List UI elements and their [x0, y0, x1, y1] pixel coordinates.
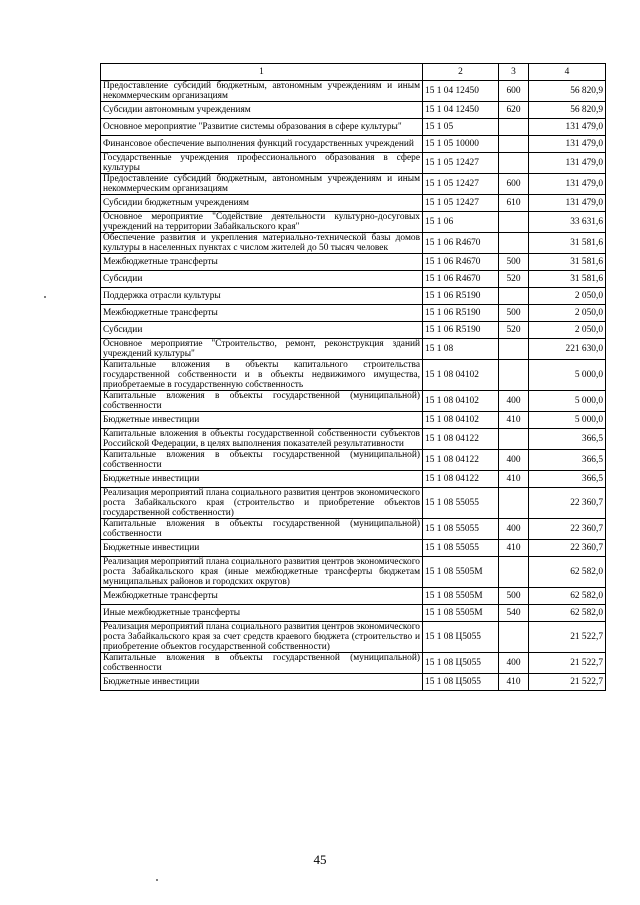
row-expense-type: [499, 119, 529, 136]
row-amount: 5 000,0: [529, 391, 606, 412]
row-code: 15 1 05 10000: [423, 136, 499, 153]
row-amount: 366,5: [529, 450, 606, 471]
row-code: 15 1 08 55055: [423, 540, 499, 557]
table-body: [101, 81, 606, 691]
row-expense-type: 410: [499, 674, 529, 691]
table-row: [101, 391, 606, 412]
row-description: Капитальные вложения в объекты капитального строительства государственной собственности и в объекты недвижимого имущества, приобретаемые в государственную собственность: [101, 360, 423, 391]
scan-speck: [44, 296, 46, 298]
table-row: [101, 81, 606, 102]
row-amount: 2 050,0: [529, 322, 606, 339]
row-description: Бюджетные инвестиции: [101, 540, 423, 557]
row-expense-type: 520: [499, 322, 529, 339]
row-description: Субсидии автономным учреждениям: [101, 102, 423, 119]
row-description: Поддержка отрасли культуры: [101, 288, 423, 305]
row-description: Основное мероприятие "Развитие системы образования в сфере культуры": [101, 119, 423, 136]
row-code: 15 1 08 Ц5055: [423, 622, 499, 653]
row-description: Финансовое обеспечение выполнения функций государственных учреждений: [101, 136, 423, 153]
row-expense-type: [499, 233, 529, 254]
row-code: 15 1 08 04122: [423, 450, 499, 471]
row-code: 15 1 08 5505М: [423, 605, 499, 622]
row-code: 15 1 06: [423, 212, 499, 233]
row-amount: 366,5: [529, 471, 606, 488]
table-row: [101, 305, 606, 322]
table-row: [101, 339, 606, 360]
table-row: [101, 450, 606, 471]
row-code: 15 1 06 R4670: [423, 254, 499, 271]
row-expense-type: 500: [499, 254, 529, 271]
table-row: [101, 540, 606, 557]
row-description: Государственные учреждения профессионального образования в сфере культуры: [101, 153, 423, 174]
row-code: 15 1 06 R5190: [423, 322, 499, 339]
row-amount: 131 479,0: [529, 153, 606, 174]
row-expense-type: [499, 488, 529, 519]
row-expense-type: [499, 429, 529, 450]
table-row: [101, 557, 606, 588]
row-description: Капитальные вложения в объекты государственной собственности субъектов Российской Федерации, в целях выполнения показателей результативности: [101, 429, 423, 450]
row-description: Предоставление субсидий бюджетным, автономным учреждениям и иным некоммерческим организациям: [101, 174, 423, 195]
table-row: [101, 588, 606, 605]
row-description: Межбюджетные трансферты: [101, 254, 423, 271]
scan-speck: [156, 879, 158, 881]
row-expense-type: 500: [499, 588, 529, 605]
table-row: [101, 233, 606, 254]
row-amount: 56 820,9: [529, 102, 606, 119]
row-description: Капитальные вложения в объекты государственной (муниципальной) собственности: [101, 450, 423, 471]
table-row: [101, 153, 606, 174]
row-description: Бюджетные инвестиции: [101, 471, 423, 488]
row-code: 15 1 08 04122: [423, 471, 499, 488]
row-expense-type: [499, 136, 529, 153]
table-row: [101, 605, 606, 622]
row-description: Субсидии бюджетным учреждениям: [101, 195, 423, 212]
table-row: [101, 212, 606, 233]
row-expense-type: 540: [499, 605, 529, 622]
page-number: 45: [313, 852, 327, 867]
budget-table: [100, 63, 606, 691]
row-code: 15 1 08 04102: [423, 412, 499, 429]
row-description: Бюджетные инвестиции: [101, 412, 423, 429]
row-amount: 5 000,0: [529, 360, 606, 391]
row-code: 15 1 05 12427: [423, 195, 499, 212]
table-row: [101, 195, 606, 212]
table-row: [101, 674, 606, 691]
row-expense-type: 400: [499, 450, 529, 471]
row-expense-type: 620: [499, 102, 529, 119]
table-row: [101, 288, 606, 305]
row-amount: 22 360,7: [529, 540, 606, 557]
row-expense-type: 410: [499, 540, 529, 557]
row-expense-type: 500: [499, 305, 529, 322]
row-description: Межбюджетные трансферты: [101, 588, 423, 605]
table-row: [101, 471, 606, 488]
row-expense-type: 610: [499, 195, 529, 212]
row-amount: 131 479,0: [529, 195, 606, 212]
row-description: Иные межбюджетные трансферты: [101, 605, 423, 622]
row-amount: 22 360,7: [529, 519, 606, 540]
row-code: 15 1 08 5505М: [423, 588, 499, 605]
row-amount: 5 000,0: [529, 412, 606, 429]
row-code: 15 1 04 12450: [423, 81, 499, 102]
header-col-1: 1: [101, 64, 423, 81]
header-col-2: 2: [423, 64, 499, 81]
row-amount: 21 522,7: [529, 674, 606, 691]
table-row: [101, 119, 606, 136]
row-amount: 2 050,0: [529, 305, 606, 322]
table-row: [101, 519, 606, 540]
table-row: [101, 653, 606, 674]
row-expense-type: [499, 288, 529, 305]
row-code: 15 1 08 5505М: [423, 557, 499, 588]
row-expense-type: [499, 622, 529, 653]
row-code: 15 1 08 04102: [423, 391, 499, 412]
header-col-4: 4: [529, 64, 606, 81]
row-expense-type: [499, 153, 529, 174]
row-code: 15 1 08 55055: [423, 488, 499, 519]
row-description: Межбюджетные трансферты: [101, 305, 423, 322]
table-row: [101, 254, 606, 271]
row-description: Реализация мероприятий плана социального развития центров экономического роста Забайкальского края за счет средств краевого бюджета (строительство и приобретение объектов государственной собственности): [101, 622, 423, 653]
row-expense-type: [499, 339, 529, 360]
row-amount: 21 522,7: [529, 653, 606, 674]
row-amount: 131 479,0: [529, 174, 606, 195]
row-amount: 131 479,0: [529, 136, 606, 153]
row-expense-type: 520: [499, 271, 529, 288]
row-description: Основное мероприятие "Содействие деятельности культурно-досуговых учреждений на территории Забайкальского края": [101, 212, 423, 233]
row-code: 15 1 04 12450: [423, 102, 499, 119]
row-amount: 221 630,0: [529, 339, 606, 360]
row-amount: 62 582,0: [529, 557, 606, 588]
row-code: 15 1 08 55055: [423, 519, 499, 540]
row-code: 15 1 06 R5190: [423, 305, 499, 322]
row-amount: 31 581,6: [529, 233, 606, 254]
row-expense-type: 410: [499, 412, 529, 429]
row-code: 15 1 08 04102: [423, 360, 499, 391]
table-row: [101, 322, 606, 339]
row-description: Капитальные вложения в объекты государственной (муниципальной) собственности: [101, 653, 423, 674]
row-description: Бюджетные инвестиции: [101, 674, 423, 691]
row-expense-type: 400: [499, 653, 529, 674]
row-code: 15 1 06 R5190: [423, 288, 499, 305]
row-code: 15 1 08: [423, 339, 499, 360]
row-code: 15 1 05 12427: [423, 153, 499, 174]
row-amount: 131 479,0: [529, 119, 606, 136]
row-amount: 31 581,6: [529, 271, 606, 288]
row-amount: 366,5: [529, 429, 606, 450]
row-expense-type: 410: [499, 471, 529, 488]
row-amount: 62 582,0: [529, 605, 606, 622]
row-description: Капитальные вложения в объекты государственной (муниципальной) собственности: [101, 519, 423, 540]
row-description: Обеспечение развития и укрепления материально-технической базы домов культуры в населенных пунктах с числом жителей до 50 тысяч человек: [101, 233, 423, 254]
row-code: 15 1 08 Ц5055: [423, 653, 499, 674]
row-description: Предоставление субсидий бюджетным, автономным учреждениям и иным некоммерческим организациям: [101, 81, 423, 102]
table-row: [101, 622, 606, 653]
row-code: 15 1 05: [423, 119, 499, 136]
row-code: 15 1 06 R4670: [423, 271, 499, 288]
row-description: Реализация мероприятий плана социального развития центров экономического роста Забайкальского края (строительство и приобретение объектов государственной собственности): [101, 488, 423, 519]
row-expense-type: 600: [499, 81, 529, 102]
row-amount: 33 631,6: [529, 212, 606, 233]
row-code: 15 1 05 12427: [423, 174, 499, 195]
row-expense-type: 600: [499, 174, 529, 195]
row-expense-type: [499, 212, 529, 233]
row-amount: 22 360,7: [529, 488, 606, 519]
row-description: Основное мероприятие "Строительство, ремонт, реконструкция зданий учреждений культуры": [101, 339, 423, 360]
table-row: [101, 429, 606, 450]
row-amount: 31 581,6: [529, 254, 606, 271]
table-row: [101, 412, 606, 429]
table-row: [101, 174, 606, 195]
row-amount: 62 582,0: [529, 588, 606, 605]
row-code: 15 1 08 04122: [423, 429, 499, 450]
row-description: Субсидии: [101, 322, 423, 339]
header-col-3: 3: [499, 64, 529, 81]
row-amount: 21 522,7: [529, 622, 606, 653]
row-expense-type: [499, 360, 529, 391]
row-code: 15 1 08 Ц5055: [423, 674, 499, 691]
table-header-row: [101, 64, 606, 81]
row-description: Субсидии: [101, 271, 423, 288]
table-row: [101, 136, 606, 153]
row-description: Капитальные вложения в объекты государственной (муниципальной) собственности: [101, 391, 423, 412]
table-row: [101, 488, 606, 519]
row-code: 15 1 06 R4670: [423, 233, 499, 254]
row-amount: 56 820,9: [529, 81, 606, 102]
table-row: [101, 360, 606, 391]
row-description: Реализация мероприятий плана социального развития центров экономического роста Забайкальского края (иные межбюджетные трансферты бюджетам муниципальных районов и городских округов): [101, 557, 423, 588]
row-expense-type: 400: [499, 519, 529, 540]
table-row: [101, 271, 606, 288]
row-expense-type: 400: [499, 391, 529, 412]
row-amount: 2 050,0: [529, 288, 606, 305]
table-row: [101, 102, 606, 119]
row-expense-type: [499, 557, 529, 588]
